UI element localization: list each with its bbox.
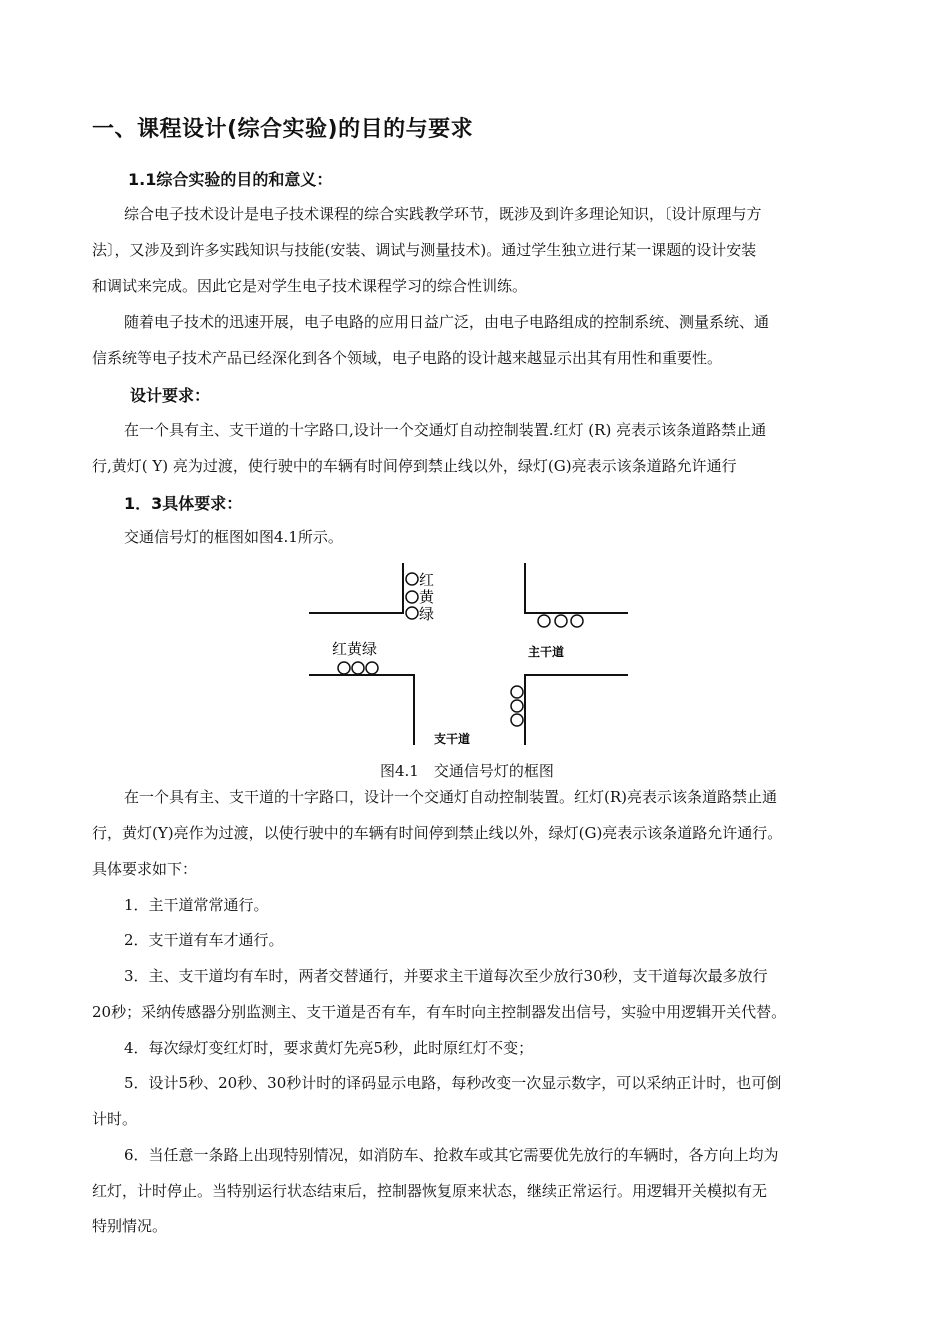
road-edge-bottom-left <box>309 675 414 745</box>
paragraph-line: 具体要求如下： <box>92 860 198 878</box>
road-edge-bottom-right <box>525 675 628 745</box>
paragraph-line: 和调试来完成。因此它是对学生电子技术课程学习的综合性训练。 <box>92 277 528 295</box>
paragraph-line: 在一个具有主、支干道的十字路口，设计一个交通灯自动控制装置。红灯(R)亮表示该条道路禁止通 <box>124 788 778 806</box>
signal-light-icon <box>406 591 418 603</box>
paragraph-line: 在一个具有主、支干道的十字路口,设计一个交通灯自动控制装置.红灯 (R) 亮表示该条道路禁止通 <box>124 421 767 439</box>
label-main-road: 主干道 <box>528 645 565 659</box>
signal-light-icon <box>366 662 378 674</box>
label-red: 红 <box>419 571 435 589</box>
paragraph-line: 法〕，又涉及到许多实践知识与技能(安装、调试与测量技术)。通过学生独立进行某一课题的设计安装 <box>92 241 757 259</box>
signal-light-icon <box>538 615 550 627</box>
road-edge-top-left <box>309 563 403 613</box>
label-yellow: 黄 <box>419 588 435 606</box>
signal-light-icon <box>555 615 567 627</box>
design-requirements-title: 设计要求： <box>130 386 211 405</box>
label-red-yellow-green: 红黄绿 <box>332 640 378 658</box>
signal-light-icon <box>406 573 418 585</box>
traffic-light-diagram <box>300 555 640 750</box>
requirement-item: 20秒；采纳传感器分别监测主、支干道是否有车，有车时向主控制器发出信号，实验中用逻辑开关代替。 <box>92 1003 787 1021</box>
figure-caption: 图4.1 交通信号灯的框图 <box>380 762 554 780</box>
signal-light-icon <box>571 615 583 627</box>
requirement-item: 6．当任意一条路上出现特别情况，如消防车、抢救车或其它需要优先放行的车辆时，各方向上均为 <box>124 1146 779 1164</box>
paragraph-line: 交通信号灯的框图如图4.1所示。 <box>124 528 343 546</box>
paragraph-line: 信系统等电子技术产品已经深化到各个领域，电子电路的设计越来越显示出其有用性和重要性。 <box>92 349 723 367</box>
paragraph-line: 综合电子技术设计是电子技术课程的综合实践教学环节，既涉及到许多理论知识，〔设计原理与方 <box>124 205 762 223</box>
section-1-1-title: 1.1综合实验的目的和意义： <box>128 170 333 189</box>
page-title: 一、课程设计(综合实验)的目的与要求 <box>92 117 474 142</box>
signal-light-icon <box>511 714 523 726</box>
requirement-item: 红灯，计时停止。当特别运行状态结束后，控制器恢复原来状态，继续正常运行。用逻辑开关模拟有无 <box>92 1182 768 1200</box>
signal-light-icon <box>406 607 418 619</box>
requirement-item: 特别情况。 <box>92 1217 168 1235</box>
signal-light-icon <box>338 662 350 674</box>
requirement-item: 4．每次绿灯变红灯时，要求黄灯先亮5秒，此时原红灯不变； <box>124 1039 534 1057</box>
requirement-item: 5．设计5秒、20秒、30秒计时的译码显示电路，每秒改变一次显示数字，可以采纳正计时，也可倒 <box>124 1074 782 1092</box>
signal-light-icon <box>511 686 523 698</box>
paragraph-line: 行,黄灯( Y) 亮为过渡，使行驶中的车辆有时间停到禁止线以外，绿灯(G)亮表示该条道路允许通行 <box>92 457 737 475</box>
requirement-item: 1．主干道常常通行。 <box>124 896 269 914</box>
paragraph-line: 行，黄灯(Y)亮作为过渡，以使行驶中的车辆有时间停到禁止线以外，绿灯(G)亮表示该条道路允许通行。 <box>92 824 783 842</box>
paragraph-line: 随着电子技术的迅速开展，电子电路的应用日益广泛，由电子电路组成的控制系统、测量系统、通 <box>124 313 770 331</box>
road-edge-top-right <box>525 563 628 613</box>
label-branch-road: 支干道 <box>434 732 471 746</box>
signal-light-icon <box>352 662 364 674</box>
label-green: 绿 <box>419 605 435 623</box>
requirement-item: 3．主、支干道均有车时，两者交替通行，并要求主干道每次至少放行30秒，支干道每次最多放行 <box>124 967 768 985</box>
signal-light-icon <box>511 700 523 712</box>
requirement-item: 2．支干道有车才通行。 <box>124 931 284 949</box>
requirement-item: 计时。 <box>92 1110 138 1128</box>
section-1-3-title: 1．3具体要求： <box>124 494 243 513</box>
